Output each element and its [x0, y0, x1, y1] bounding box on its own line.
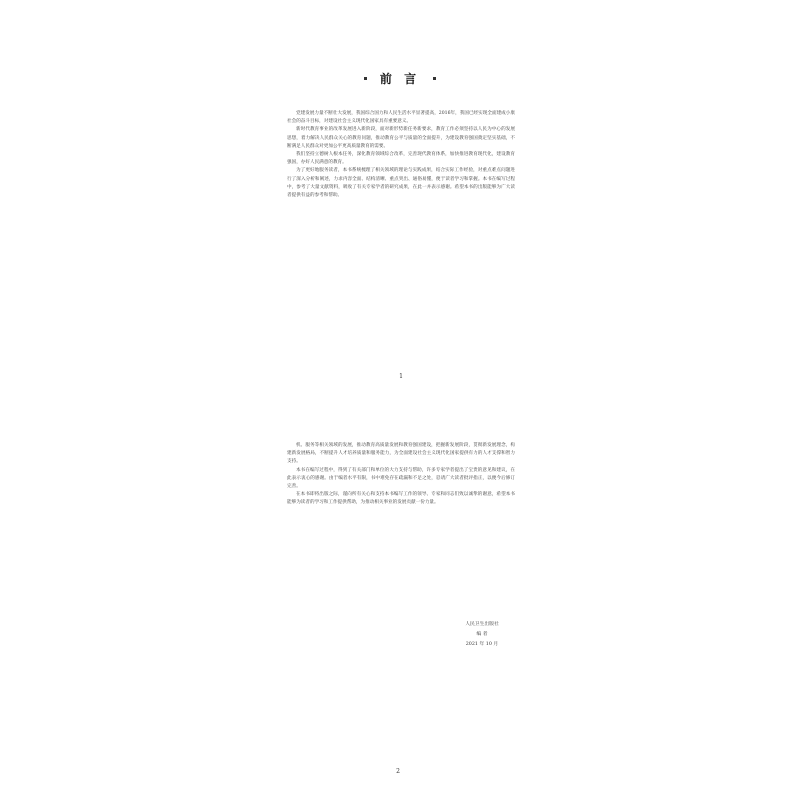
- paragraph: 在本书即将出版之际，谨向所有关心和支持本书编写工作的领导、专家和同志们致以诚挚的谢意，希望本书能够为读者的学习和工作提供帮助，为推动相关事业的发展贡献一份力量。: [287, 492, 515, 506]
- page-one-body: [287, 110, 515, 200]
- paragraph: 机、服务等相关领域的发展，推动教育高质量发展和教育强国建设，把握新发展阶段，贯彻新发展理念，构建新发展格局，不断提升人才培养质量和服务能力，为全面建设社会主义现代化国家提供有力的人才支撑和智力支持。: [287, 443, 515, 465]
- title-ornament-left: [364, 77, 367, 80]
- page-two-body: [287, 442, 515, 508]
- signature-org: 人民卫生出版社: [465, 622, 499, 627]
- paragraph: 为了更好地服务读者，本书系统梳理了相关领域的理论与实践成果，结合实际工作经验，对重点难点问题进行了深入分析和阐述，力求内容全面、结构清晰、重点突出、通俗易懂，便于读者学习和掌握。本书在编写过程中，参考了大量文献资料，吸收了有关专家学者的研究成果，在此一并表示感谢。希望本书的出版能够为广大读者提供有益的参考和帮助。: [287, 168, 515, 199]
- signature-block: [447, 620, 517, 650]
- paragraph: 我们坚持立德树人根本任务，深化教育领域综合改革，完善现代教育体系，加快推进教育现代化，建设教育强国，办好人民满意的教育。: [287, 152, 515, 166]
- page-number: 2: [396, 768, 400, 775]
- preface-title-block: [300, 68, 500, 87]
- signature-date: 2021 年 10 月: [465, 642, 499, 647]
- page-title: 前 言: [379, 72, 421, 86]
- paragraph: 党建发展力量不断壮大发展，我国综合国力和人民生活水平显著提高，2016年，我国已经实现全面建成小康社会的奋斗目标，对建设社会主义现代化国家具有重要意义。: [287, 111, 515, 125]
- paragraph: 本书在编写过程中，得到了有关部门和单位的大力支持与帮助，许多专家学者提出了宝贵的意见和建议，在此表示衷心的感谢。由于编者水平有限，书中难免存在疏漏和不足之处，恳请广大读者批评指正，以便今后修订完善。: [287, 467, 515, 490]
- signature-name: 编 者: [476, 632, 488, 637]
- page-number: 1: [399, 373, 403, 380]
- title-ornament-right: [433, 77, 436, 80]
- paragraph: 新时代教育事业的改革发展进入新阶段，面对新形势新任务新要求，教育工作必须坚持以人民为中心的发展思想，着力解决人民群众关心的教育问题，推动教育公平与质量的全面提升，为建设教育强国奠定坚实基础，不断满足人民群众对更加公平更高质量教育的需要。: [287, 127, 515, 149]
